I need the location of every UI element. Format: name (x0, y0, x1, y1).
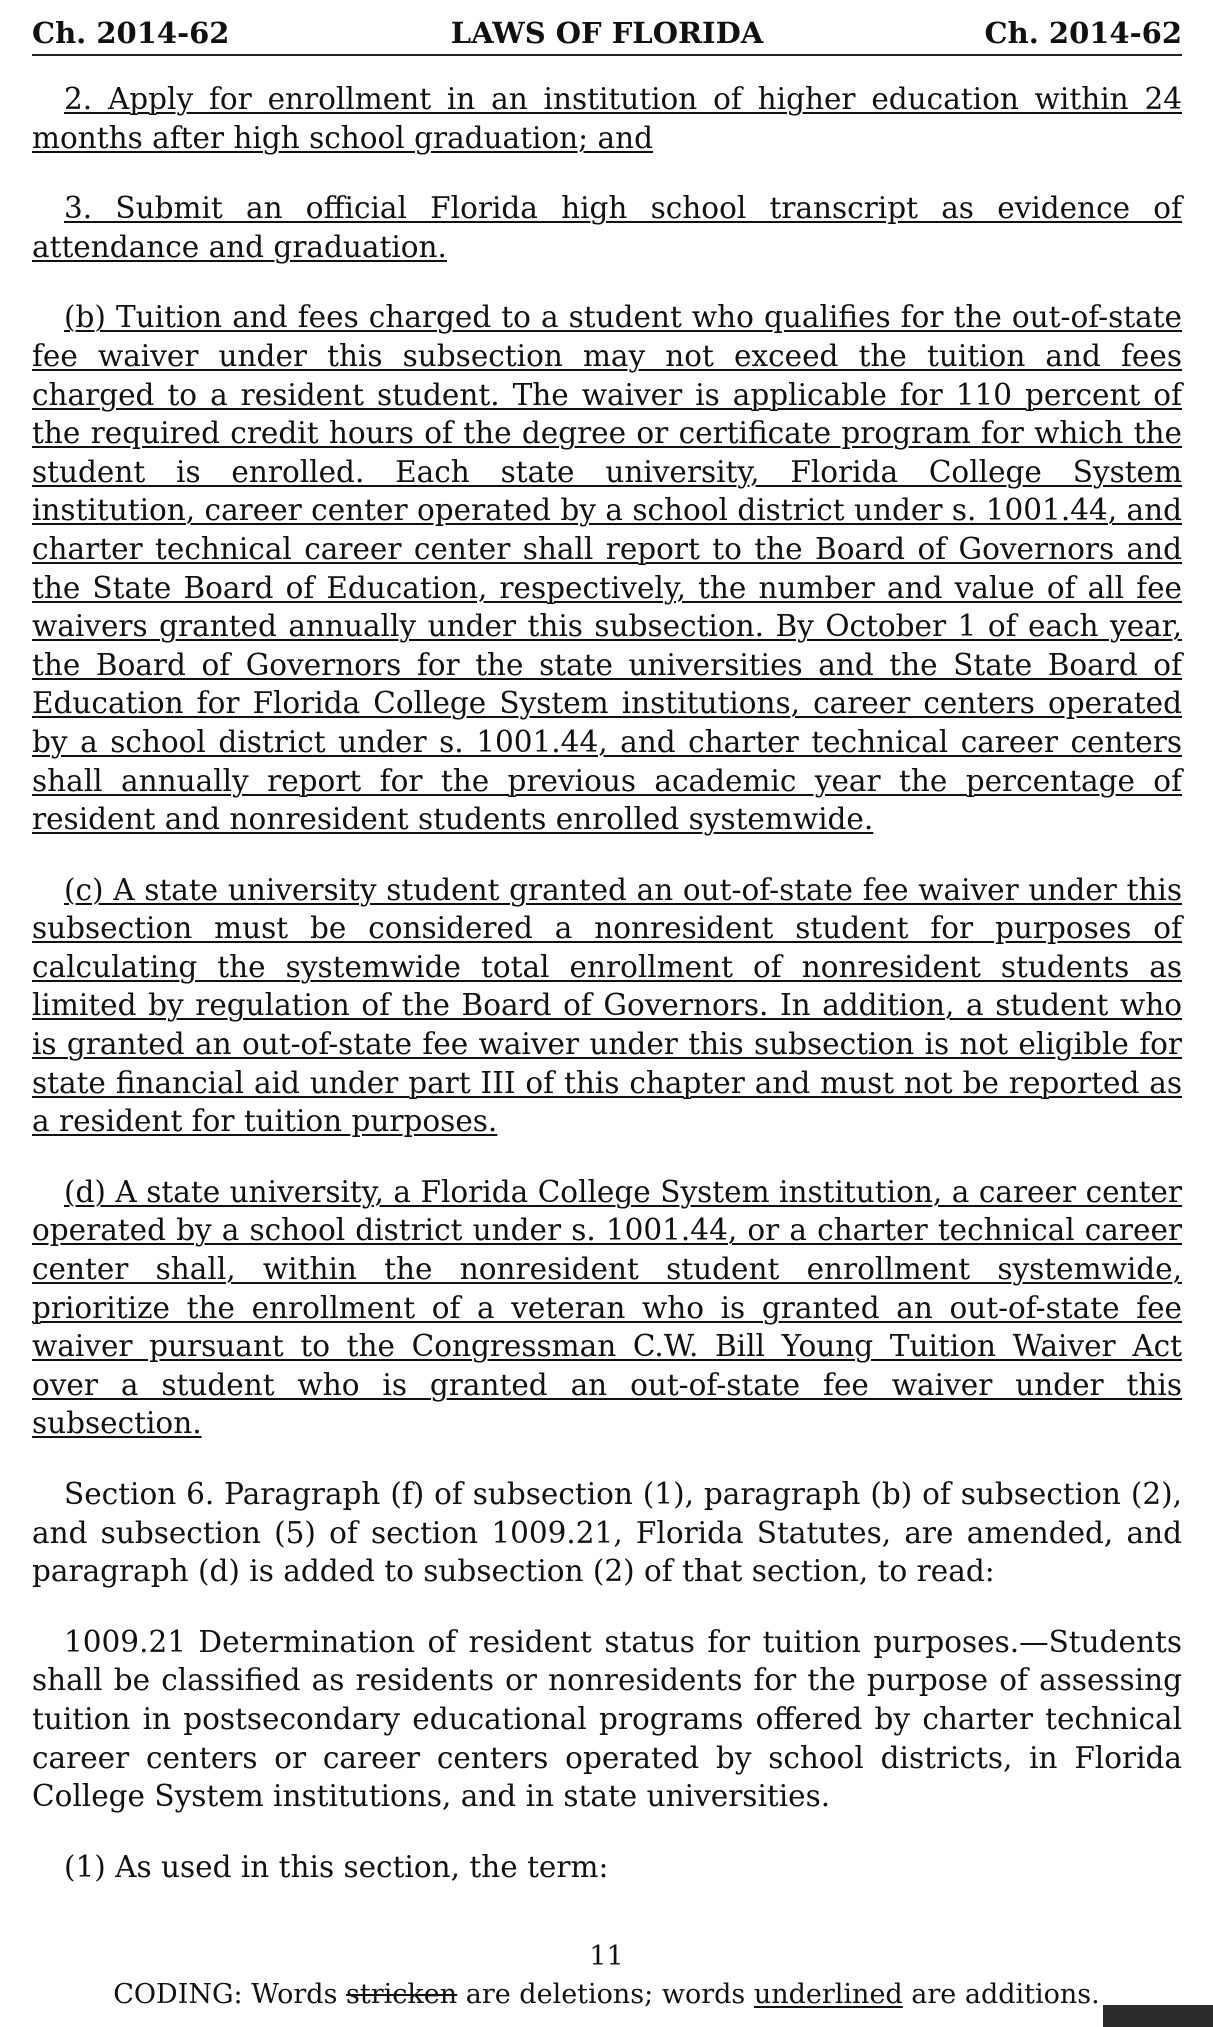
underlined-text: (c) A state university student granted an out-of-state fee waiver under this subsection must be considered a nonresident student for purposes of calculating the systemwide total enrollment of nonresident students as limited by regulation of the Board of Governors. In addition, a student who is granted an out-of-state fee waiver under this subsection is not eligible for state financial aid under part III of this chapter and must not be reported as a resident for tuition purposes. (32, 872, 1182, 1139)
section-6-paragraph: Section 6. Paragraph (f) of subsection (1), paragraph (b) of subsection (2), and subsection (5) of section 1009.21, Florida Statutes, are amended, and paragraph (d) is added to subsection (2) of that section, to read: (32, 1477, 1182, 1589)
coding-legend (113, 1979, 1099, 2010)
coding-underlined-sample: underlined (753, 1979, 903, 2010)
paragraph-item-3 (32, 189, 1182, 266)
paragraph-item-2 (32, 80, 1182, 157)
header-chapter-right: Ch. 2014-62 (984, 16, 1182, 50)
page-footer (0, 1938, 1213, 2014)
header-title: LAWS OF FLORIDA (450, 16, 764, 50)
coding-suffix: are additions. (902, 1979, 1100, 2010)
scan-edge-bar (1103, 2005, 1213, 2027)
document-body (32, 80, 1182, 1886)
underlined-text: (b) Tuition and fees charged to a student who qualifies for the out-of-state fee waiver under this subsection may not exceed the tuition and fees charged to a resident student. The waiver is applicable for 110 percent of the required credit hours of the degree or certificate program for which the student is enrolled. Each state university, Florida College System institution, career center operated by a school district under s. 1001.44, and charter technical career center shall report to the Board of Governors and the State Board of Education, respectively, the number and value of all fee waivers granted annually under this subsection. By October 1 of each year, the Board of Governors for the state universities and the State Board of Education for Florida College System institutions, career centers operated by a school district under s. 1001.44, and charter technical career centers shall annually report for the previous academic year the percentage of resident and nonresident students enrolled systemwide. (32, 300, 1182, 837)
paragraph-b (32, 298, 1182, 838)
subsection-1-paragraph: (1) As used in this section, the term: (64, 1849, 609, 1884)
paragraph-c (32, 871, 1182, 1141)
coding-prefix: CODING: Words (113, 1979, 347, 2010)
document-page (32, 14, 1182, 1918)
coding-stricken-sample: stricken (346, 1979, 458, 2010)
underlined-text: (d) A state university, a Florida College System institution, a career center operated by a school district under s. 1001.44, or a charter technical career center shall, within the nonresident student enrollment systemwide, prioritize the enrollment of a veteran who is granted an out-of-state fee waiver pursuant to the Congressman C.W. Bill Young Tuition Waiver Act over a student who is granted an out-of-state fee waiver under this subsection. (32, 1174, 1182, 1441)
underlined-text: 3. Submit an official Florida high school transcript as evidence of attendance and graduation. (32, 191, 1182, 264)
paragraph-d (32, 1173, 1182, 1443)
section-1009-21-paragraph: 1009.21 Determination of resident status for tuition purposes.—Students shall be classified as residents or nonresidents for the purpose of assessing tuition in postsecondary educational programs offered by charter technical career centers or career centers operated by school districts, in Florida College System institutions, and in state universities. (32, 1624, 1182, 1814)
underlined-text: 2. Apply for enrollment in an institution of higher education within 24 months after high school graduation; and (32, 82, 1182, 155)
page-header (32, 14, 1182, 56)
page-number: 11 (589, 1941, 624, 1972)
coding-middle: are deletions; words (457, 1979, 754, 2010)
header-chapter-left: Ch. 2014-62 (32, 16, 230, 50)
